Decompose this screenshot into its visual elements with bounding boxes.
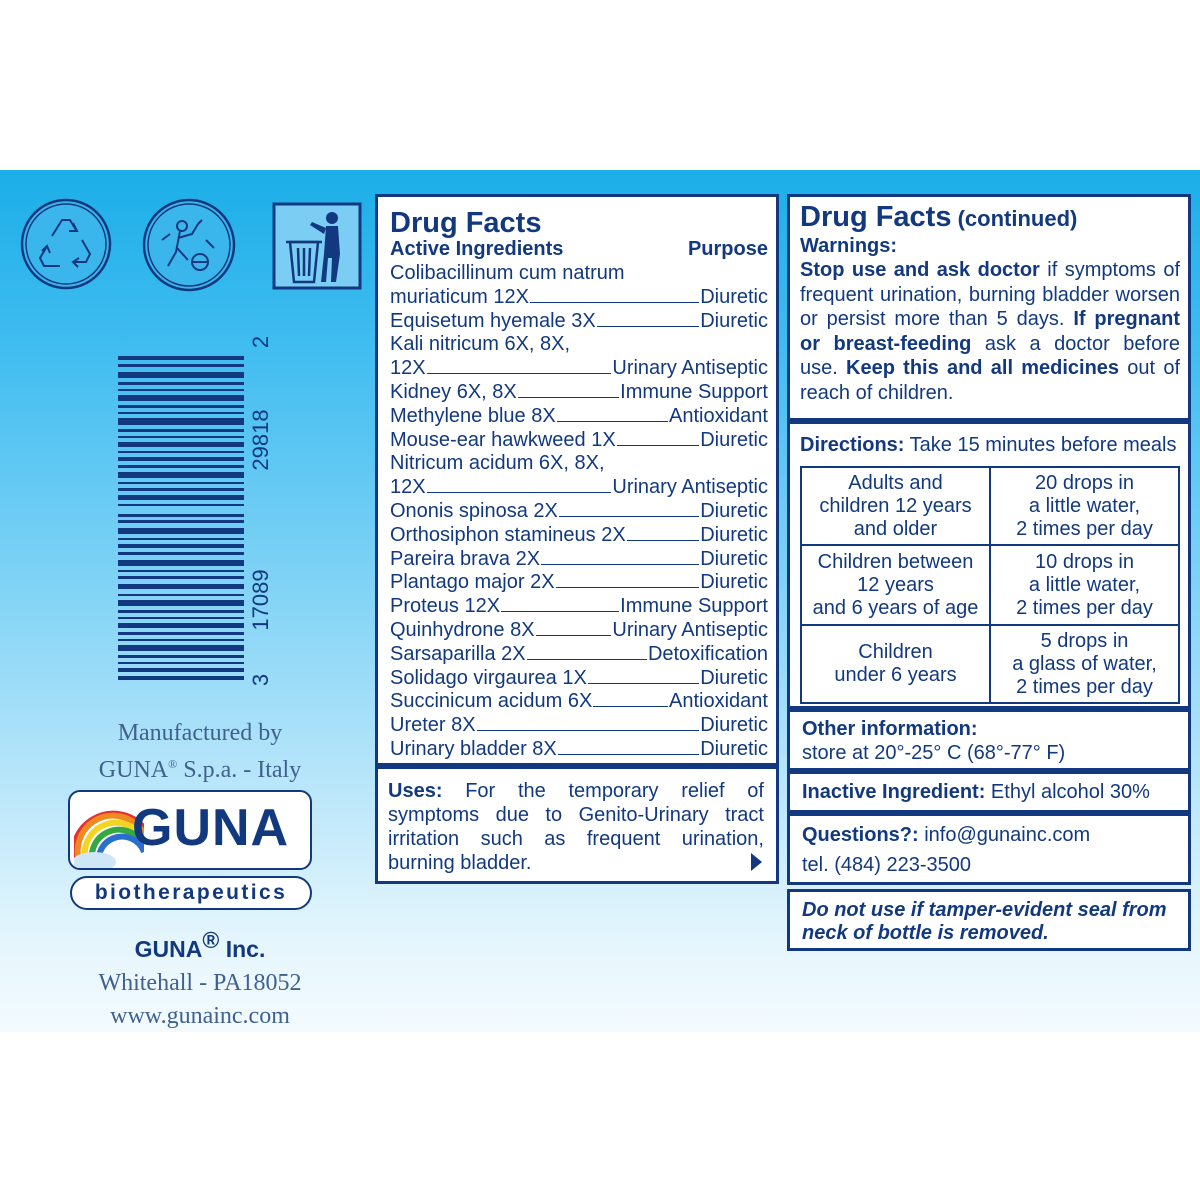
ingredient-row — [390, 429, 768, 453]
logo-word: GUNA — [132, 799, 290, 857]
barcode-digit-c: 29818 — [248, 409, 273, 471]
ingredient-row — [390, 524, 768, 548]
company-address — [40, 924, 360, 1033]
ingredient-name: Methylene blue 8X — [390, 404, 556, 427]
leader-line — [627, 540, 700, 541]
ingredient-purpose: Diuretic — [700, 309, 768, 332]
ingredient-purpose: Diuretic — [700, 737, 768, 760]
ingredient-name: Kidney 6X, 8X — [390, 380, 517, 403]
drug-facts-panel — [375, 194, 779, 766]
ingredient-purpose: Urinary Antiseptic — [612, 357, 768, 380]
ingredients-header — [390, 238, 768, 261]
guna-logo-box — [68, 790, 312, 870]
dosage-age-cell — [801, 545, 990, 625]
website-line: www.gunainc.com — [110, 1003, 290, 1029]
ingredient-purpose: Diuretic — [700, 499, 768, 522]
other-info-label: Other information: — [802, 718, 978, 740]
company-name: GUNA — [134, 936, 203, 962]
leader-line — [559, 516, 699, 517]
recycle-icon — [18, 196, 114, 292]
questions-line — [802, 820, 1178, 850]
guna-logo — [68, 790, 314, 914]
manufacturer-line — [60, 749, 340, 786]
inactive-text: Ethyl alcohol 30% — [985, 781, 1150, 803]
uses-panel — [375, 766, 779, 884]
ingredient-row — [390, 690, 768, 714]
company-name-line — [40, 924, 360, 967]
registered-mark: ® — [168, 757, 178, 771]
leader-line — [558, 754, 699, 755]
barcode-digit-b: 17089 — [248, 569, 273, 631]
ingredient-name: Succinicum acidum 6X — [390, 690, 593, 713]
barcode-digits — [248, 330, 274, 690]
barcode-digit-d: 2 — [248, 335, 273, 349]
ingredient-purpose: Urinary Antiseptic — [612, 476, 768, 499]
ingredient-name: Sarsaparilla 2X — [390, 642, 526, 665]
barcode — [118, 356, 244, 682]
ingredient-purpose: Antioxidant — [669, 404, 768, 427]
logo-tagline: biotherapeutics — [70, 876, 312, 910]
other-info-text: store at 20°-25° C (68°-77° F) — [802, 742, 1066, 764]
company-suffix: Inc. — [219, 936, 266, 962]
leader-line — [541, 564, 699, 565]
dosage-amount-cell — [990, 467, 1179, 545]
leader-line — [597, 326, 700, 327]
dosage-amount-cell — [990, 545, 1179, 625]
ingredient-purpose: Immune Support — [620, 595, 768, 618]
leader-line — [530, 302, 699, 303]
dosage-row — [801, 467, 1179, 545]
seal-warning-text: Do not use if tamper-evident seal from neck of bottle is removed. — [802, 899, 1167, 944]
continued-title-main: Drug Facts — [800, 201, 952, 233]
ingredient-row — [390, 548, 768, 572]
dosage-row — [801, 545, 1179, 625]
seal-warning-panel — [787, 889, 1191, 951]
ingredient-name: 12X — [390, 476, 426, 499]
ingredient-row — [390, 310, 768, 334]
dosage-amount-line: 2 times per day — [1016, 517, 1153, 540]
dosage-amount-line: 20 drops in — [1035, 471, 1134, 494]
leader-line — [617, 445, 700, 446]
address-line: Whitehall - PA18052 — [98, 970, 302, 996]
ingredient-name: muriaticum 12X — [390, 285, 529, 308]
warnings-text — [800, 258, 1180, 405]
questions-label: Questions?: — [802, 824, 919, 846]
manufactured-by-label: Manufactured by — [117, 720, 283, 746]
ingredient-row — [390, 286, 768, 310]
keep-label: Keep this and all medicines — [846, 357, 1120, 379]
dosage-row — [801, 625, 1179, 703]
ingredient-row — [390, 619, 768, 643]
stop-use-text: if symptoms of frequent urination, burning bladder worsen or persist more than 5 days. — [800, 259, 1180, 330]
directions-label: Directions: — [800, 434, 905, 456]
ingredient-name: Plantago major 2X — [390, 571, 555, 594]
ingredient-purpose: Diuretic — [700, 547, 768, 570]
ingredient-row — [390, 571, 768, 595]
dosage-amount-line: 2 times per day — [1016, 675, 1153, 698]
ingredient-purpose: Antioxidant — [669, 690, 768, 713]
directions-text: Take 15 minutes before meals — [904, 434, 1177, 456]
ingredient-list — [390, 262, 768, 762]
dosage-age-line: and 6 years of age — [812, 596, 979, 619]
registered-mark-inc: ® — [202, 927, 220, 953]
inactive-ingredient-panel — [787, 771, 1191, 813]
dosage-table — [800, 466, 1180, 704]
leader-line — [427, 492, 612, 493]
dosage-amount-line: a little water, — [1028, 573, 1141, 596]
ingredient-row — [390, 643, 768, 667]
leader-line — [588, 683, 699, 684]
barcode-digit-a: 3 — [248, 673, 273, 687]
ingredient-row — [390, 595, 768, 619]
dosage-amount-line: 2 times per day — [1016, 596, 1153, 619]
ingredient-purpose: Diuretic — [700, 523, 768, 546]
inactive-label: Inactive Ingredient: — [802, 781, 986, 803]
warnings-label: Warnings: — [800, 234, 898, 257]
ingredient-row — [390, 714, 768, 738]
continued-title-suffix: (continued) — [951, 206, 1078, 231]
ingredient-name: Solidago virgaurea 1X — [390, 666, 587, 689]
stop-use-label: Stop use and ask doctor — [800, 259, 1040, 281]
active-ingredients-header: Active Ingredients — [390, 238, 564, 260]
other-info-panel — [787, 709, 1191, 771]
dosage-age-cell — [801, 625, 990, 703]
ingredient-name: Ononis spinosa 2X — [390, 499, 558, 522]
questions-phone: tel. (484) 223-3500 — [802, 854, 972, 876]
ingredient-purpose: Immune Support — [620, 380, 768, 403]
dosage-age-line: children 12 years — [819, 494, 972, 517]
ingredient-purpose: Urinary Antiseptic — [612, 618, 768, 641]
ingredient-name: Mouse-ear hawkweed 1X — [390, 428, 616, 451]
ingredient-row — [390, 500, 768, 524]
dosage-age-line: Adults and — [848, 471, 943, 494]
dosage-age-line: Children between — [817, 550, 974, 573]
uses-text: For the temporary relief of symptoms due to Genito-Urinary tract irritation such as frequent urination, burning bladder. — [388, 780, 764, 874]
tidy-man-icon — [140, 196, 238, 294]
leader-line — [556, 587, 700, 588]
ingredient-name: Proteus 12X — [390, 595, 501, 618]
ingredient-purpose: Diuretic — [700, 666, 768, 689]
ingredient-name: 12X — [390, 357, 426, 380]
continue-arrow-icon — [751, 853, 762, 871]
ingredient-purpose: Diuretic — [700, 571, 768, 594]
ingredient-row — [390, 667, 768, 691]
ingredient-name: Kali nitricum 6X, 8X, — [390, 333, 571, 356]
leader-line — [477, 730, 700, 731]
manufacturer-name: GUNA — [98, 757, 169, 783]
ingredient-row — [390, 357, 768, 381]
ingredient-purpose: Diuretic — [700, 285, 768, 308]
trash-bin-icon — [272, 202, 362, 290]
leader-line — [536, 635, 612, 636]
ingredient-purpose: Diuretic — [700, 714, 768, 737]
ingredient-name: Nitricum acidum 6X, 8X, — [390, 452, 605, 475]
ingredient-row — [390, 476, 768, 500]
dosage-amount-line: 5 drops in — [1040, 629, 1129, 652]
ask-doctor-text: ask a doctor before use. — [800, 332, 1180, 379]
drug-facts-title: Drug Facts — [390, 207, 542, 239]
ingredient-row — [390, 452, 768, 476]
leader-line — [501, 611, 619, 612]
dosage-amount-cell — [990, 625, 1179, 703]
ingredient-name: Ureter 8X — [390, 714, 476, 737]
ingredient-row — [390, 738, 768, 762]
dosage-age-line: 12 years — [857, 573, 934, 596]
ingredient-row — [390, 405, 768, 429]
directions-line — [800, 434, 1180, 457]
dosage-amount-line: a glass of water, — [1012, 652, 1157, 675]
continued-title — [800, 201, 1180, 233]
ingredient-name: Orthosiphon stamineus 2X — [390, 523, 626, 546]
dosage-amount-line: a little water, — [1028, 494, 1141, 517]
ingredient-name: Pareira brava 2X — [390, 547, 541, 570]
purpose-header: Purpose — [687, 238, 768, 260]
pregnant-label: If pregnant or breast-feeding — [800, 308, 1180, 355]
uses-label: Uses: — [388, 780, 443, 802]
ingredient-row — [390, 333, 768, 357]
directions-panel — [787, 421, 1191, 709]
ingredient-name: Quinhydrone 8X — [390, 618, 535, 641]
ingredient-row — [390, 381, 768, 405]
manufacturer-suffix: S.p.a. - Italy — [177, 757, 302, 783]
ingredient-purpose: Diuretic — [700, 428, 768, 451]
leader-line — [518, 397, 619, 398]
leader-line — [593, 706, 668, 707]
questions-panel — [787, 813, 1191, 885]
ingredient-row — [390, 262, 768, 286]
ingredient-name: Colibacillinum cum natrum — [390, 262, 625, 284]
manufacturer-info — [60, 718, 340, 786]
dosage-age-line: and older — [853, 517, 938, 540]
keep-text: out of reach of children. — [800, 357, 1181, 404]
questions-email: info@gunainc.com — [918, 824, 1091, 846]
dosage-age-cell — [801, 467, 990, 545]
ingredient-purpose: Detoxification — [647, 642, 768, 665]
leader-line — [527, 659, 647, 660]
ingredient-name: Urinary bladder 8X — [390, 737, 557, 760]
dosage-age-line: Children — [858, 641, 933, 663]
dosage-amount-line: 10 drops in — [1035, 550, 1134, 573]
warnings-panel — [787, 194, 1191, 421]
ingredient-name: Equisetum hyemale 3X — [390, 309, 596, 332]
dosage-age-line: under 6 years — [834, 664, 957, 686]
leader-line — [427, 373, 612, 374]
leader-line — [557, 421, 668, 422]
